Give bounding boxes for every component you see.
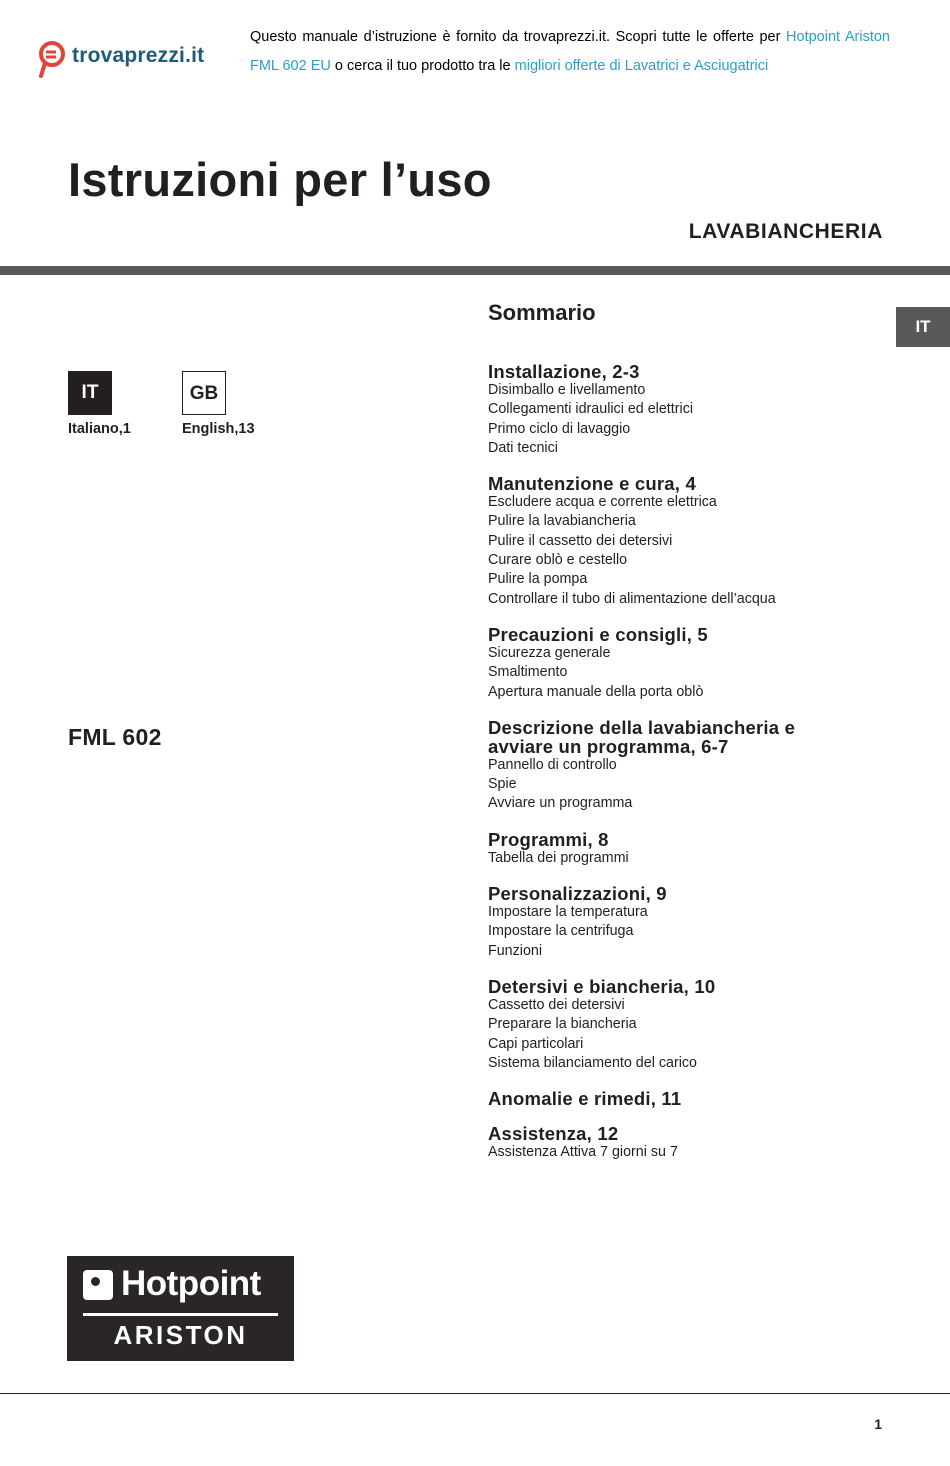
toc-item: Avviare un programma — [488, 795, 633, 812]
toc-item: Capi particolari — [488, 1035, 584, 1052]
toc-item: Assistenza Attiva 7 giorni su 7 — [488, 1144, 678, 1161]
hotpoint-mark-icon — [83, 1270, 113, 1300]
toc-item: Curare oblò e cestello — [488, 552, 628, 569]
toc-item: Impostare la temperatura — [488, 904, 648, 921]
product-type: LAVABIANCHERIA — [688, 220, 883, 243]
price-tag-icon — [38, 38, 68, 80]
toc-section — [488, 884, 908, 961]
banner-text — [250, 23, 890, 81]
toc-section — [488, 474, 908, 609]
toc-section-title[interactable]: Manutenzione e cura, 4 — [488, 473, 696, 495]
hotpoint-ariston-logo — [67, 1256, 294, 1361]
header-divider — [0, 266, 950, 275]
toc-item: Sicurezza generale — [488, 644, 611, 661]
page-title: Istruzioni per l’uso — [68, 153, 492, 206]
toc-section — [488, 1124, 908, 1162]
language-side-tab: IT — [896, 307, 950, 347]
toc-section-title[interactable]: Anomalie e rimedi, 11 — [488, 1088, 682, 1110]
language-label-it[interactable]: Italiano,1 — [68, 421, 131, 437]
toc-item: Apertura manuale della porta oblò — [488, 683, 704, 700]
toc-item: Impostare la centrifuga — [488, 923, 634, 940]
model-link[interactable]: FML 602 EU — [250, 58, 331, 74]
toc-item: Pannello di controllo — [488, 756, 617, 773]
toc-item: Primo ciclo di lavaggio — [488, 420, 631, 437]
brand-subname: ARISTON — [113, 1320, 248, 1350]
toc-section-title[interactable]: Precauzioni e consigli, 5 — [488, 623, 708, 645]
toc-item: Pulire il cassetto dei detersivi — [488, 532, 673, 549]
table-of-contents — [488, 362, 908, 1178]
toc-item: Pulire la pompa — [488, 571, 588, 588]
banner-line2-text: o cerca il tuo prodotto tra le — [334, 58, 511, 74]
toc-item: Preparare la biancheria — [488, 1016, 637, 1033]
toc-item: Funzioni — [488, 942, 543, 959]
language-label-gb[interactable]: English,13 — [182, 421, 255, 437]
toc-item: Pulire la lavabiancheria — [488, 513, 636, 530]
logo-text[interactable]: trovaprezzi.it — [72, 44, 205, 67]
toc-section — [488, 625, 908, 702]
brand-link[interactable]: Hotpoint Ariston — [786, 29, 890, 45]
language-box-it[interactable]: IT — [68, 371, 112, 415]
language-box-gb[interactable]: GB — [182, 371, 226, 415]
toc-item: Spie — [488, 776, 517, 793]
toc-item: Escludere acqua e corrente elettrica — [488, 494, 717, 511]
page-number: 1 — [874, 1416, 882, 1432]
toc-item: Tabella dei programmi — [488, 849, 629, 866]
banner-line1-text: Questo manuale d’istruzione è fornito da trovaprezzi.it. Scopri tutte le offerte per — [250, 29, 781, 45]
toc-section — [488, 830, 908, 868]
toc-section — [488, 718, 908, 814]
model-name: FML 602 — [68, 724, 162, 750]
toc-section — [488, 1089, 908, 1108]
toc-item: Collegamenti idraulici ed elettrici — [488, 401, 694, 418]
offers-link[interactable]: migliori offerte di Lavatrici e Asciugatrici — [514, 58, 769, 74]
toc-item: Dati tecnici — [488, 439, 558, 456]
toc-item: Smaltimento — [488, 664, 568, 681]
footer-divider — [0, 1393, 950, 1394]
toc-section-title[interactable]: Detersivi e biancheria, 10 — [488, 975, 716, 997]
toc-item: Sistema bilanciamento del carico — [488, 1054, 697, 1071]
toc-section — [488, 977, 908, 1073]
toc-section-title[interactable]: Programmi, 8 — [488, 828, 609, 850]
toc-section-title[interactable]: Assistenza, 12 — [488, 1123, 619, 1145]
toc-heading: Sommario — [488, 300, 596, 325]
brand-divider — [83, 1313, 278, 1316]
toc-section-title[interactable]: Personalizzazioni, 9 — [488, 883, 667, 905]
toc-section-title[interactable]: Installazione, 2-3 — [488, 361, 640, 382]
toc-item: Cassetto dei detersivi — [488, 996, 625, 1013]
toc-item: Disimballo e livellamento — [488, 382, 646, 398]
toc-section — [488, 362, 908, 458]
toc-item: Controllare il tubo di alimentazione dell’acqua — [488, 590, 776, 607]
toc-section-title[interactable]: Descrizione della lavabiancheria e avviare un programma, 6-7 — [488, 716, 796, 757]
brand-name: Hotpoint — [121, 1264, 261, 1303]
